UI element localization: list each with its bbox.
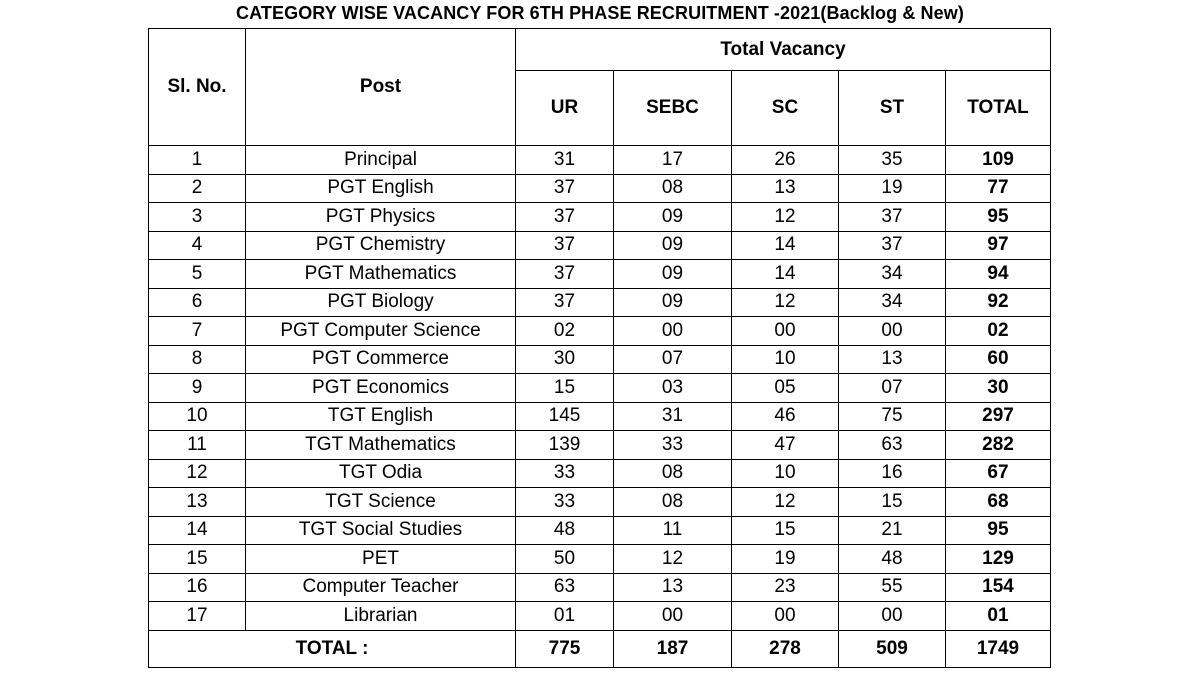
cell-sc: 47 bbox=[732, 431, 839, 460]
cell-st: 48 bbox=[839, 545, 946, 574]
cell-sebc: 11 bbox=[614, 516, 732, 545]
cell-ur: 33 bbox=[516, 459, 614, 488]
cell-st: 75 bbox=[839, 402, 946, 431]
cell-sl-no: 3 bbox=[149, 203, 246, 232]
header-row-group bbox=[149, 29, 1051, 71]
cell-sl-no: 16 bbox=[149, 573, 246, 602]
cell-total: 95 bbox=[946, 516, 1051, 545]
totals-label: TOTAL : bbox=[149, 630, 516, 667]
cell-sc: 12 bbox=[732, 488, 839, 517]
cell-st: 15 bbox=[839, 488, 946, 517]
cell-post: TGT Mathematics bbox=[246, 431, 516, 460]
header-post: Post bbox=[246, 29, 516, 146]
cell-post: TGT Social Studies bbox=[246, 516, 516, 545]
cell-sl-no: 13 bbox=[149, 488, 246, 517]
cell-st: 00 bbox=[839, 317, 946, 346]
cell-st: 34 bbox=[839, 288, 946, 317]
cell-post: PGT Physics bbox=[246, 203, 516, 232]
cell-sc: 26 bbox=[732, 146, 839, 175]
cell-sebc: 12 bbox=[614, 545, 732, 574]
cell-ur: 01 bbox=[516, 602, 614, 631]
cell-total: 154 bbox=[946, 573, 1051, 602]
cell-sl-no: 4 bbox=[149, 231, 246, 260]
cell-sebc: 00 bbox=[614, 317, 732, 346]
cell-sebc: 00 bbox=[614, 602, 732, 631]
totals-sc: 278 bbox=[732, 630, 839, 667]
cell-st: 00 bbox=[839, 602, 946, 631]
cell-post: Principal bbox=[246, 146, 516, 175]
cell-ur: 37 bbox=[516, 174, 614, 203]
table-row bbox=[149, 146, 1051, 175]
cell-ur: 33 bbox=[516, 488, 614, 517]
cell-post: PET bbox=[246, 545, 516, 574]
cell-total: 282 bbox=[946, 431, 1051, 460]
cell-sc: 10 bbox=[732, 345, 839, 374]
header-sl-no: Sl. No. bbox=[149, 29, 246, 146]
cell-sebc: 08 bbox=[614, 488, 732, 517]
cell-post: Computer Teacher bbox=[246, 573, 516, 602]
cell-sl-no: 17 bbox=[149, 602, 246, 631]
cell-sl-no: 9 bbox=[149, 374, 246, 403]
cell-sc: 05 bbox=[732, 374, 839, 403]
table-row bbox=[149, 602, 1051, 631]
totals-row bbox=[149, 630, 1051, 667]
cell-st: 35 bbox=[839, 146, 946, 175]
cell-post: TGT Science bbox=[246, 488, 516, 517]
cell-sebc: 31 bbox=[614, 402, 732, 431]
cell-sl-no: 15 bbox=[149, 545, 246, 574]
cell-post: PGT Commerce bbox=[246, 345, 516, 374]
cell-total: 30 bbox=[946, 374, 1051, 403]
cell-sl-no: 2 bbox=[149, 174, 246, 203]
cell-total: 95 bbox=[946, 203, 1051, 232]
cell-post: TGT Odia bbox=[246, 459, 516, 488]
totals-ur: 775 bbox=[516, 630, 614, 667]
cell-ur: 37 bbox=[516, 231, 614, 260]
cell-sc: 13 bbox=[732, 174, 839, 203]
header-ur: UR bbox=[516, 71, 614, 146]
cell-post: PGT Economics bbox=[246, 374, 516, 403]
table-row bbox=[149, 231, 1051, 260]
table-row bbox=[149, 345, 1051, 374]
cell-sebc: 09 bbox=[614, 203, 732, 232]
cell-sebc: 09 bbox=[614, 260, 732, 289]
cell-total: 297 bbox=[946, 402, 1051, 431]
table-row bbox=[149, 203, 1051, 232]
cell-sl-no: 6 bbox=[149, 288, 246, 317]
header-sebc: SEBC bbox=[614, 71, 732, 146]
cell-post: PGT Mathematics bbox=[246, 260, 516, 289]
cell-total: 02 bbox=[946, 317, 1051, 346]
cell-post: PGT Biology bbox=[246, 288, 516, 317]
table-body bbox=[149, 146, 1051, 631]
table-row bbox=[149, 288, 1051, 317]
cell-sl-no: 5 bbox=[149, 260, 246, 289]
cell-st: 07 bbox=[839, 374, 946, 403]
cell-sebc: 09 bbox=[614, 288, 732, 317]
header-total-vacancy: Total Vacancy bbox=[516, 29, 1051, 71]
table-row bbox=[149, 431, 1051, 460]
cell-sl-no: 11 bbox=[149, 431, 246, 460]
cell-ur: 63 bbox=[516, 573, 614, 602]
cell-post: PGT Computer Science bbox=[246, 317, 516, 346]
cell-total: 129 bbox=[946, 545, 1051, 574]
cell-ur: 50 bbox=[516, 545, 614, 574]
cell-sc: 12 bbox=[732, 288, 839, 317]
cell-sc: 14 bbox=[732, 260, 839, 289]
header-sc: SC bbox=[732, 71, 839, 146]
cell-st: 19 bbox=[839, 174, 946, 203]
cell-total: 97 bbox=[946, 231, 1051, 260]
cell-sebc: 08 bbox=[614, 459, 732, 488]
cell-post: Librarian bbox=[246, 602, 516, 631]
cell-ur: 30 bbox=[516, 345, 614, 374]
cell-sl-no: 10 bbox=[149, 402, 246, 431]
cell-sebc: 07 bbox=[614, 345, 732, 374]
table-row bbox=[149, 317, 1051, 346]
cell-st: 55 bbox=[839, 573, 946, 602]
totals-grand-total: 1749 bbox=[946, 630, 1051, 667]
table-row bbox=[149, 174, 1051, 203]
cell-sl-no: 12 bbox=[149, 459, 246, 488]
cell-st: 63 bbox=[839, 431, 946, 460]
table-row bbox=[149, 545, 1051, 574]
cell-st: 16 bbox=[839, 459, 946, 488]
cell-st: 37 bbox=[839, 203, 946, 232]
cell-ur: 48 bbox=[516, 516, 614, 545]
cell-sc: 46 bbox=[732, 402, 839, 431]
cell-ur: 37 bbox=[516, 203, 614, 232]
cell-ur: 37 bbox=[516, 260, 614, 289]
cell-st: 13 bbox=[839, 345, 946, 374]
cell-sebc: 09 bbox=[614, 231, 732, 260]
cell-st: 34 bbox=[839, 260, 946, 289]
cell-sl-no: 1 bbox=[149, 146, 246, 175]
header-st: ST bbox=[839, 71, 946, 146]
header-total: TOTAL bbox=[946, 71, 1051, 146]
cell-total: 68 bbox=[946, 488, 1051, 517]
page-title: CATEGORY WISE VACANCY FOR 6TH PHASE RECRUITMENT -2021(Backlog & New) bbox=[236, 3, 964, 23]
totals-st: 509 bbox=[839, 630, 946, 667]
cell-total: 94 bbox=[946, 260, 1051, 289]
table-row bbox=[149, 374, 1051, 403]
cell-sc: 23 bbox=[732, 573, 839, 602]
table-row bbox=[149, 573, 1051, 602]
cell-st: 37 bbox=[839, 231, 946, 260]
vacancy-table bbox=[148, 28, 1051, 668]
table-row bbox=[149, 402, 1051, 431]
cell-sc: 00 bbox=[732, 317, 839, 346]
cell-sl-no: 8 bbox=[149, 345, 246, 374]
cell-sebc: 13 bbox=[614, 573, 732, 602]
cell-sebc: 17 bbox=[614, 146, 732, 175]
cell-post: PGT Chemistry bbox=[246, 231, 516, 260]
cell-st: 21 bbox=[839, 516, 946, 545]
cell-total: 109 bbox=[946, 146, 1051, 175]
cell-sc: 12 bbox=[732, 203, 839, 232]
cell-sl-no: 7 bbox=[149, 317, 246, 346]
cell-total: 01 bbox=[946, 602, 1051, 631]
totals-sebc: 187 bbox=[614, 630, 732, 667]
cell-sc: 15 bbox=[732, 516, 839, 545]
cell-sebc: 03 bbox=[614, 374, 732, 403]
cell-total: 92 bbox=[946, 288, 1051, 317]
cell-ur: 145 bbox=[516, 402, 614, 431]
cell-sl-no: 14 bbox=[149, 516, 246, 545]
cell-post: TGT English bbox=[246, 402, 516, 431]
cell-ur: 02 bbox=[516, 317, 614, 346]
cell-ur: 139 bbox=[516, 431, 614, 460]
table-row bbox=[149, 488, 1051, 517]
cell-sc: 10 bbox=[732, 459, 839, 488]
cell-ur: 31 bbox=[516, 146, 614, 175]
cell-total: 77 bbox=[946, 174, 1051, 203]
cell-post: PGT English bbox=[246, 174, 516, 203]
cell-sebc: 08 bbox=[614, 174, 732, 203]
table-row bbox=[149, 459, 1051, 488]
table-row bbox=[149, 516, 1051, 545]
cell-ur: 15 bbox=[516, 374, 614, 403]
cell-sc: 19 bbox=[732, 545, 839, 574]
table-row bbox=[149, 260, 1051, 289]
cell-ur: 37 bbox=[516, 288, 614, 317]
cell-total: 60 bbox=[946, 345, 1051, 374]
cell-sebc: 33 bbox=[614, 431, 732, 460]
cell-total: 67 bbox=[946, 459, 1051, 488]
cell-sc: 00 bbox=[732, 602, 839, 631]
cell-sc: 14 bbox=[732, 231, 839, 260]
